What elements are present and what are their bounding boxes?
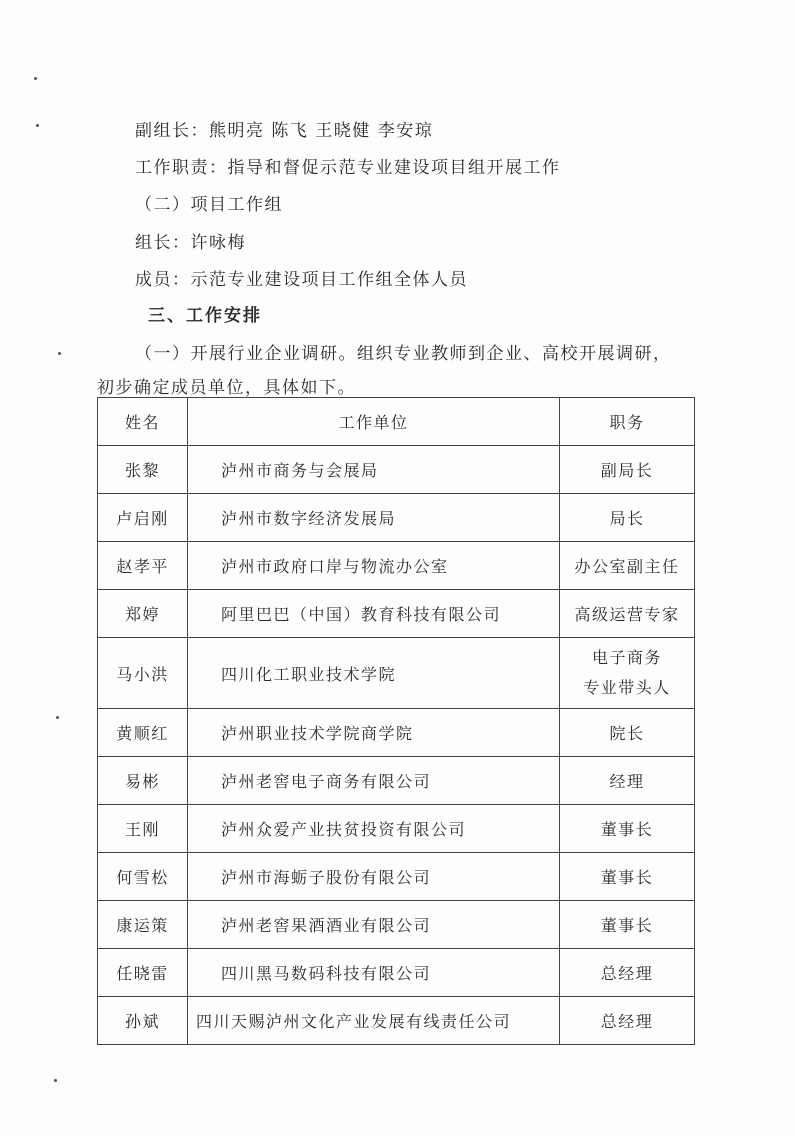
section-2-heading: （二）项目工作组: [135, 195, 283, 215]
scan-speck: [54, 1079, 57, 1082]
row-name: 马小洪: [98, 638, 188, 709]
row-name: 康运策: [98, 901, 188, 949]
row-name: 卢启刚: [98, 494, 188, 542]
row-org: 泸州老窖果酒酒业有限公司: [188, 901, 560, 949]
row-title-line-2: 专业带头人: [583, 678, 671, 697]
row-title: [560, 638, 695, 709]
row-name: 何雪松: [98, 853, 188, 901]
row-org: 泸州职业技术学院商学院: [188, 709, 560, 757]
row-title: 董事长: [560, 901, 695, 949]
row-title: 高级运营专家: [560, 590, 695, 638]
row-org: 四川化工职业技术学院: [188, 638, 560, 709]
scan-speck: [36, 124, 39, 127]
row-title: 总经理: [560, 949, 695, 997]
scan-speck: [56, 716, 59, 719]
row-org: 泸州市商务与会展局: [188, 446, 560, 494]
row-title: 办公室副主任: [560, 542, 695, 590]
vice-leaders-line: 副组长：熊明亮 陈飞 王晓健 李安琼: [135, 121, 434, 141]
duties-line: 工作职责：指导和督促示范专业建设项目组开展工作: [135, 158, 561, 178]
row-name: 易彬: [98, 757, 188, 805]
row-name: 张黎: [98, 446, 188, 494]
row-org: 泸州市政府口岸与物流办公室: [188, 542, 560, 590]
scan-speck: [34, 77, 37, 80]
table-row: [98, 805, 695, 853]
row-org: 泸州市海蛎子股份有限公司: [188, 853, 560, 901]
row-org: 泸州老窖电子商务有限公司: [188, 757, 560, 805]
table-row: [98, 446, 695, 494]
row-name: 郑婷: [98, 590, 188, 638]
research-paragraph-line-2: 初步确定成员单位，具体如下。: [97, 378, 356, 398]
table-row: [98, 542, 695, 590]
row-title: 董事长: [560, 853, 695, 901]
table-row: [98, 638, 695, 709]
scan-speck: [58, 352, 61, 355]
row-org: 四川黑马数码科技有限公司: [188, 949, 560, 997]
header-org: 工作单位: [188, 398, 560, 446]
row-name: 王刚: [98, 805, 188, 853]
row-title: 院长: [560, 709, 695, 757]
row-title: 总经理: [560, 997, 695, 1045]
header-name: 姓名: [98, 398, 188, 446]
table-row: [98, 949, 695, 997]
row-title: 局长: [560, 494, 695, 542]
member-units-table: [97, 397, 695, 1045]
table-header-row: [98, 398, 695, 446]
table-row: [98, 901, 695, 949]
section-3-heading: 三、工作安排: [148, 306, 262, 326]
row-title: 董事长: [560, 805, 695, 853]
table-row: [98, 709, 695, 757]
leader-line: 组长：许咏梅: [135, 233, 246, 253]
members-line: 成员：示范专业建设项目工作组全体人员: [135, 270, 468, 290]
row-name: 赵孝平: [98, 542, 188, 590]
row-name: 任晓雷: [98, 949, 188, 997]
header-title: 职务: [560, 398, 695, 446]
row-name: 孙斌: [98, 997, 188, 1045]
table-row: [98, 590, 695, 638]
row-title: 副局长: [560, 446, 695, 494]
row-title-line-1: 电子商务: [591, 648, 662, 667]
row-org: 四川天赐泸州文化产业发展有线责任公司: [188, 997, 560, 1045]
row-title: 经理: [560, 757, 695, 805]
row-name: 黄顺红: [98, 709, 188, 757]
row-org: 泸州众爱产业扶贫投资有限公司: [188, 805, 560, 853]
table-row: [98, 494, 695, 542]
table-row: [98, 853, 695, 901]
table-row: [98, 997, 695, 1045]
research-paragraph-line-1: （一）开展行业企业调研。组织专业教师到企业、高校开展调研，: [135, 344, 672, 364]
table-row: [98, 757, 695, 805]
row-org: 阿里巴巴（中国）教育科技有限公司: [188, 590, 560, 638]
row-org: 泸州市数字经济发展局: [188, 494, 560, 542]
